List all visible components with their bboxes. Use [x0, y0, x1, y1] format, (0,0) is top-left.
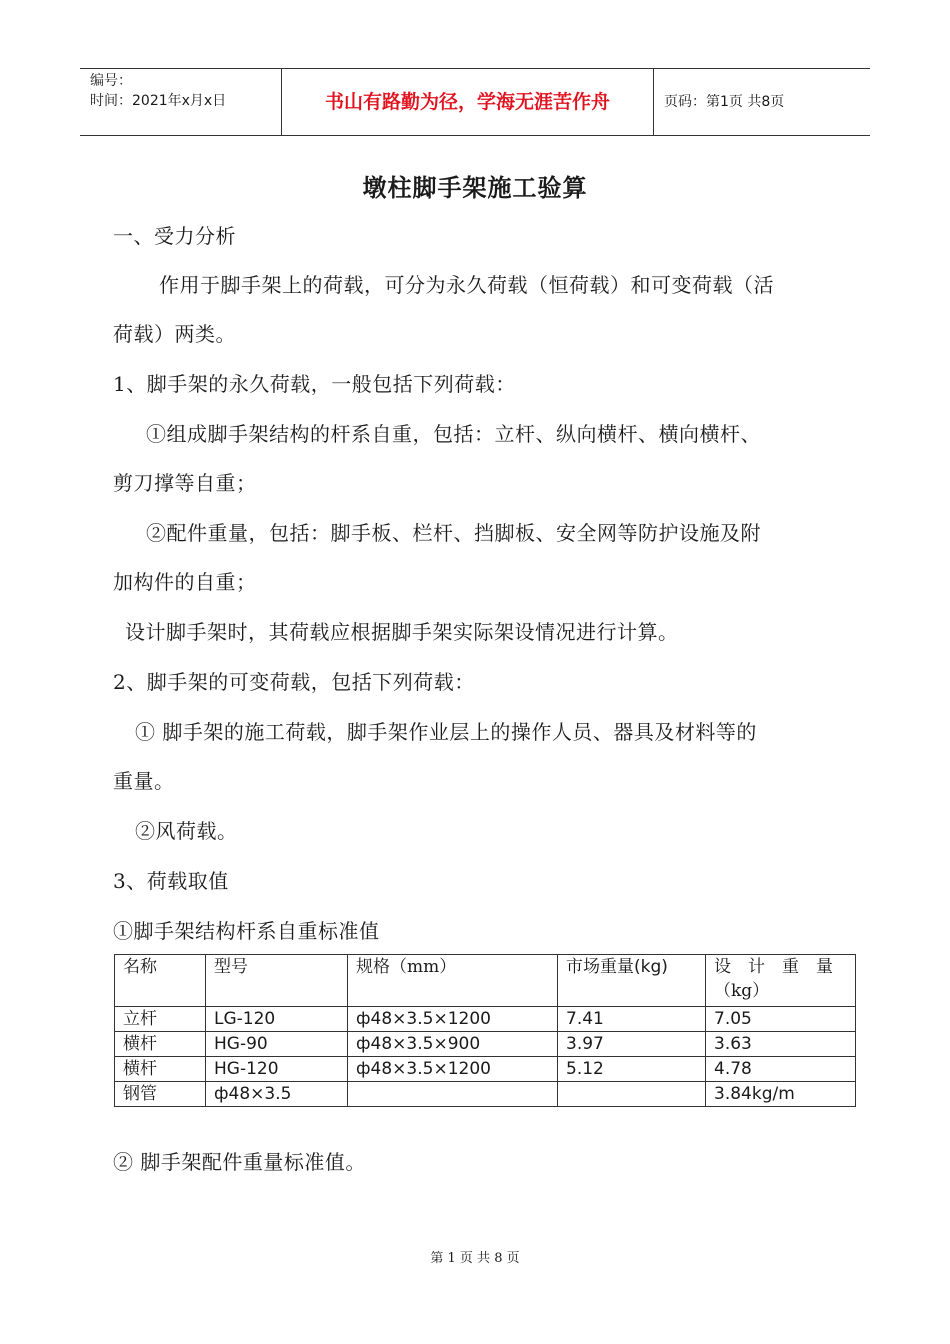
cell-name: 横杆	[115, 1057, 206, 1082]
cell-model: HG-90	[206, 1032, 348, 1057]
cell-spec: ф48×3.5×1200	[348, 1007, 558, 1032]
cell-design-weight: 4.78	[706, 1057, 856, 1082]
paragraph-text: 作用于脚手架上的荷载，可分为永久荷载（恒荷载）和可变荷载（活	[159, 273, 774, 297]
list-item: ①组成脚手架结构的杆系自重，包括：立杆、纵向横杆、横向横杆、	[146, 422, 761, 446]
list-item: ②风荷载。	[135, 819, 238, 843]
subsection-heading: 3、荷载取值	[113, 869, 229, 893]
cell-spec: ф48×3.5×900	[348, 1032, 558, 1057]
cell-name: 钢管	[115, 1082, 206, 1107]
table-row	[115, 1032, 856, 1057]
header-cell: 规格（mm）	[348, 955, 558, 1007]
paragraph-text: 加构件的自重；	[113, 570, 257, 594]
cell-design-weight: 7.05	[706, 1007, 856, 1032]
cell-spec	[348, 1082, 558, 1107]
subsection-heading: 1、脚手架的永久荷载，一般包括下列荷载：	[113, 372, 516, 396]
weight-table	[114, 954, 856, 1107]
header-cell: 设 计 重 量（kg）	[706, 955, 856, 1007]
cell-market-weight: 5.12	[558, 1057, 706, 1082]
header-page-label: 页码：第1页 共8页	[664, 94, 785, 110]
paragraph-text: 重量。	[113, 769, 175, 793]
cell-model: ф48×3.5	[206, 1082, 348, 1107]
paragraph-text: 设计脚手架时，其荷载应根据脚手架实际架设情况进行计算。	[125, 620, 679, 644]
list-item: ① 脚手架的施工荷载，脚手架作业层上的操作人员、器具及材料等的	[135, 720, 757, 744]
cell-market-weight: 7.41	[558, 1007, 706, 1032]
cell-design-weight: 3.63	[706, 1032, 856, 1057]
table-row	[115, 1082, 856, 1107]
table-row	[115, 1057, 856, 1082]
header-cell: 型号	[206, 955, 348, 1007]
cell-name: 立杆	[115, 1007, 206, 1032]
table-caption: ② 脚手架配件重量标准值。	[113, 1150, 366, 1174]
section-heading: 一、受力分析	[113, 224, 236, 248]
cell-name: 横杆	[115, 1032, 206, 1057]
cell-market-weight: 3.97	[558, 1032, 706, 1057]
list-item: ②配件重量，包括：脚手板、栏杆、挡脚板、安全网等防护设施及附	[146, 521, 761, 545]
cell-spec: ф48×3.5×1200	[348, 1057, 558, 1082]
page-header	[80, 68, 870, 136]
date-label: 时间：2021年x月x日	[90, 93, 227, 109]
cell-design-weight: 3.84kg/m	[706, 1082, 856, 1107]
table-row	[115, 1007, 856, 1032]
header-cell: 市场重量(kg)	[558, 955, 706, 1007]
header-cell: 名称	[115, 955, 206, 1007]
subsection-heading: 2、脚手架的可变荷载，包括下列荷载：	[113, 670, 475, 694]
cell-model: HG-120	[206, 1057, 348, 1082]
paragraph-text: 荷载）两类。	[113, 322, 236, 346]
number-label: 编号：	[90, 73, 132, 89]
table-caption: ①脚手架结构杆系自重标准值	[113, 919, 380, 943]
page-footer: 第 1 页 共 8 页	[430, 1251, 520, 1266]
header-meta	[80, 69, 282, 135]
paragraph-text: 剪刀撑等自重；	[113, 471, 257, 495]
cell-model: LG-120	[206, 1007, 348, 1032]
document-title: 墩柱脚手架施工验算	[362, 173, 588, 202]
cell-market-weight	[558, 1082, 706, 1107]
table-header-row	[115, 955, 856, 1007]
header-motto: 书山有路勤为径，学海无涯苦作舟	[282, 69, 654, 135]
